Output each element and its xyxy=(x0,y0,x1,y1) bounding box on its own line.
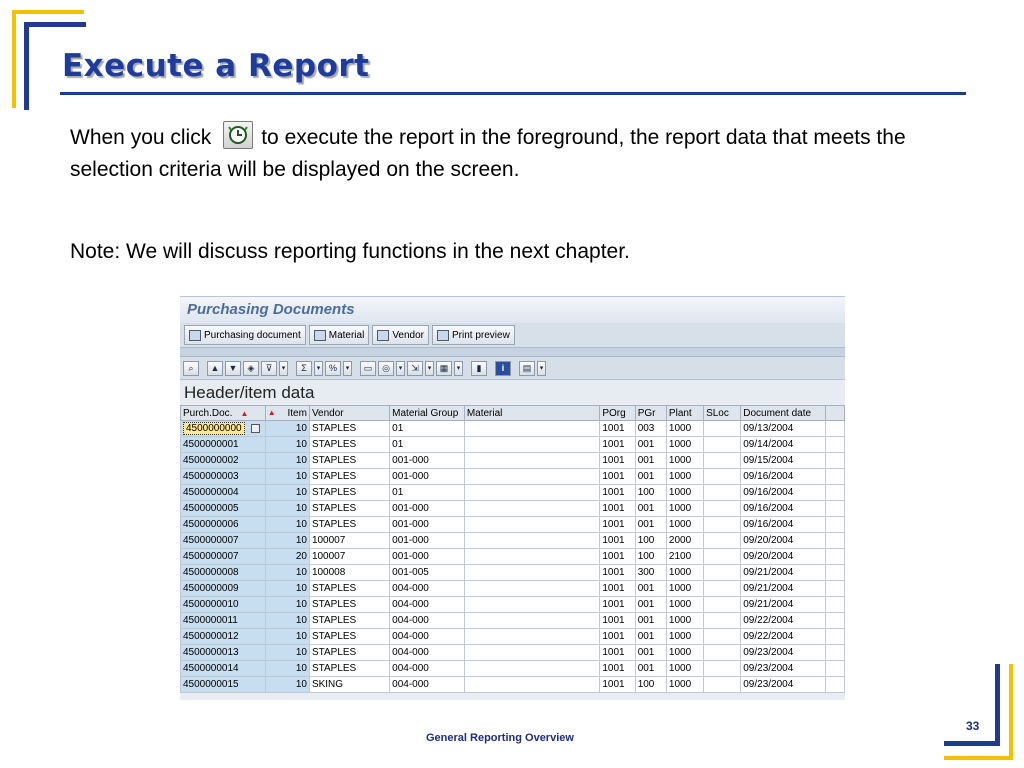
total-dropdown-icon[interactable]: ▾ xyxy=(314,361,323,376)
table-cell[interactable]: 100 xyxy=(635,533,666,549)
table-cell[interactable]: 4500000005 xyxy=(181,501,266,517)
table-row[interactable] xyxy=(181,549,845,565)
table-cell-overflow xyxy=(826,485,845,501)
table-cell[interactable]: 10 xyxy=(265,469,309,485)
table-cell[interactable]: 09/21/2004 xyxy=(741,565,826,581)
table-cell[interactable]: 10 xyxy=(265,677,309,693)
table-header-row xyxy=(181,406,845,421)
table-cell[interactable]: 1000 xyxy=(666,453,703,469)
table-cell[interactable] xyxy=(704,565,741,581)
table-cell[interactable]: 20 xyxy=(265,549,309,565)
table-cell[interactable] xyxy=(704,453,741,469)
table-cell[interactable]: 001-000 xyxy=(390,469,465,485)
table-cell[interactable]: 09/13/2004 xyxy=(741,421,826,437)
table-body xyxy=(181,421,845,693)
table-cell[interactable]: 1000 xyxy=(666,437,703,453)
table-cell[interactable]: 4500000006 xyxy=(181,517,266,533)
table-cell[interactable] xyxy=(704,661,741,677)
table-cell[interactable]: 1000 xyxy=(666,501,703,517)
frame-corner-top-left-yellow-vertical xyxy=(12,10,16,108)
table-cell[interactable]: 4500000014 xyxy=(181,661,266,677)
table-row[interactable] xyxy=(181,501,845,517)
table-cell[interactable]: 1001 xyxy=(600,501,635,517)
details-icon[interactable]: ⌕ xyxy=(183,361,199,376)
table-cell-overflow xyxy=(826,421,845,437)
table-cell[interactable] xyxy=(464,581,600,597)
table-cell[interactable]: 1000 xyxy=(666,581,703,597)
sort-descending-icon[interactable]: ▼ xyxy=(225,361,241,376)
table-cell[interactable]: 004-000 xyxy=(390,629,465,645)
table-cell[interactable]: 300 xyxy=(635,565,666,581)
table-cell[interactable]: 09/22/2004 xyxy=(741,613,826,629)
frame-corner-bottom-right-yellow-vertical xyxy=(1009,664,1013,760)
table-cell[interactable]: 1001 xyxy=(600,437,635,453)
layout-icon[interactable]: ▦ xyxy=(436,361,452,376)
column-header[interactable]: Plant xyxy=(666,406,703,421)
table-row[interactable] xyxy=(181,517,845,533)
table-cell[interactable]: 10 xyxy=(265,597,309,613)
table-cell[interactable] xyxy=(464,437,600,453)
column-header-label: Purch.Doc. xyxy=(183,407,233,419)
table-cell[interactable]: 1001 xyxy=(600,661,635,677)
table-cell[interactable]: STAPLES xyxy=(309,581,389,597)
table-cell[interactable]: 1001 xyxy=(600,549,635,565)
table-row[interactable] xyxy=(181,677,845,693)
table-cell[interactable]: 4500000009 xyxy=(181,581,266,597)
table-cell[interactable] xyxy=(464,677,600,693)
table-cell[interactable]: 001 xyxy=(635,645,666,661)
table-cell[interactable]: 1000 xyxy=(666,565,703,581)
table-cell-overflow xyxy=(826,549,845,565)
table-cell[interactable]: STAPLES xyxy=(309,597,389,613)
total-icon[interactable]: Σ xyxy=(296,361,312,376)
table-cell[interactable] xyxy=(704,533,741,549)
table-row[interactable] xyxy=(181,469,845,485)
table-cell[interactable] xyxy=(704,677,741,693)
table-cell[interactable]: 001-005 xyxy=(390,565,465,581)
table-cell[interactable]: 10 xyxy=(265,613,309,629)
table-cell[interactable]: 09/16/2004 xyxy=(741,469,826,485)
table-cell[interactable]: 10 xyxy=(265,533,309,549)
column-header[interactable] xyxy=(265,406,309,421)
table-cell[interactable] xyxy=(464,629,600,645)
instruction-paragraph xyxy=(70,122,970,186)
table-cell[interactable]: 4500000001 xyxy=(181,437,266,453)
sort-ascending-icon[interactable]: ▲ xyxy=(207,361,223,376)
table-cell[interactable]: 001 xyxy=(635,517,666,533)
table-cell[interactable]: 4500000003 xyxy=(181,469,266,485)
table-row[interactable] xyxy=(181,613,845,629)
subtotal-dropdown-icon[interactable]: ▾ xyxy=(343,361,352,376)
frame-corner-bottom-right-yellow-horizontal xyxy=(944,756,1013,760)
table-cell[interactable]: STAPLES xyxy=(309,629,389,645)
table-cell[interactable]: 4500000011 xyxy=(181,613,266,629)
footer-text: General Reporting Overview xyxy=(426,732,574,744)
table-cell[interactable]: 09/15/2004 xyxy=(741,453,826,469)
table-cell[interactable]: 004-000 xyxy=(390,677,465,693)
table-cell[interactable]: 1001 xyxy=(600,469,635,485)
table-cell-overflow xyxy=(826,597,845,613)
print-preview-button[interactable] xyxy=(432,325,515,345)
table-cell[interactable]: 004-000 xyxy=(390,645,465,661)
table-cell[interactable]: 001 xyxy=(635,661,666,677)
table-cell[interactable]: 09/23/2004 xyxy=(741,661,826,677)
filter-dropdown-icon[interactable]: ▾ xyxy=(279,361,288,376)
table-cell[interactable]: 10 xyxy=(265,661,309,677)
table-cell[interactable]: 1000 xyxy=(666,645,703,661)
application-toolbar xyxy=(180,323,845,348)
table-cell-overflow xyxy=(826,645,845,661)
table-cell[interactable]: 09/22/2004 xyxy=(741,629,826,645)
filter-icon[interactable]: ⊽ xyxy=(261,361,277,376)
table-cell[interactable]: STAPLES xyxy=(309,469,389,485)
table-cell[interactable] xyxy=(704,469,741,485)
table-cell[interactable]: 1000 xyxy=(666,421,703,437)
table-cell[interactable]: 4500000002 xyxy=(181,453,266,469)
table-cell-overflow xyxy=(826,661,845,677)
table-cell[interactable]: 1001 xyxy=(600,597,635,613)
table-cell-overflow xyxy=(826,453,845,469)
table-cell[interactable]: 10 xyxy=(265,485,309,501)
note-paragraph: Note: We will discuss reporting functions in the next chapter. xyxy=(70,240,630,263)
material-icon xyxy=(314,330,326,341)
selected-cell-value[interactable]: 4500000000 xyxy=(183,422,245,435)
table-cell[interactable]: 09/16/2004 xyxy=(741,517,826,533)
table-cell-overflow xyxy=(826,517,845,533)
table-cell[interactable]: SKING xyxy=(309,677,389,693)
table-cell[interactable]: 1000 xyxy=(666,485,703,501)
table-row[interactable] xyxy=(181,533,845,549)
table-row[interactable] xyxy=(181,581,845,597)
table-cell[interactable]: 100008 xyxy=(309,565,389,581)
export-dropdown-icon[interactable]: ▾ xyxy=(425,361,434,376)
abc-dropdown-icon[interactable]: ▾ xyxy=(537,361,546,376)
table-cell[interactable]: 09/21/2004 xyxy=(741,597,826,613)
table-cell[interactable]: 09/20/2004 xyxy=(741,533,826,549)
table-cell-overflow xyxy=(826,469,845,485)
column-header[interactable]: PGr xyxy=(635,406,666,421)
table-cell[interactable]: 001 xyxy=(635,453,666,469)
table-row[interactable] xyxy=(181,437,845,453)
table-cell[interactable]: 100 xyxy=(635,549,666,565)
column-header[interactable] xyxy=(181,406,266,421)
table-cell[interactable]: 09/21/2004 xyxy=(741,581,826,597)
table-cell[interactable]: 4500000007 xyxy=(181,533,266,549)
column-header-overflow xyxy=(826,406,845,421)
table-cell[interactable]: STAPLES xyxy=(309,453,389,469)
table-cell-overflow xyxy=(826,629,845,645)
table-cell[interactable] xyxy=(464,597,600,613)
table-cell[interactable]: 001 xyxy=(635,581,666,597)
table-cell[interactable]: 10 xyxy=(265,421,309,437)
find-icon[interactable]: ◈ xyxy=(243,361,259,376)
table-cell[interactable] xyxy=(464,661,600,677)
table-cell[interactable] xyxy=(464,549,600,565)
table-cell[interactable]: 004-000 xyxy=(390,581,465,597)
page-number: 33 xyxy=(966,719,980,733)
slide-title: Execute a Report xyxy=(62,48,370,84)
table-cell[interactable]: 001 xyxy=(635,597,666,613)
table-cell-overflow xyxy=(826,613,845,629)
frame-corner-top-left-yellow-horizontal xyxy=(12,10,84,14)
table-cell[interactable] xyxy=(464,485,600,501)
table-cell[interactable]: 10 xyxy=(265,629,309,645)
table-cell[interactable]: 09/16/2004 xyxy=(741,501,826,517)
views-icon[interactable]: ◎ xyxy=(378,361,394,376)
table-row[interactable] xyxy=(181,629,845,645)
table-cell[interactable]: 1000 xyxy=(666,597,703,613)
vendor-icon xyxy=(377,330,389,341)
table-cell[interactable]: 1001 xyxy=(600,453,635,469)
table-cell[interactable]: 001 xyxy=(635,613,666,629)
search-icon xyxy=(189,330,201,341)
table-cell[interactable] xyxy=(464,533,600,549)
table-cell[interactable]: 001-000 xyxy=(390,517,465,533)
table-row[interactable] xyxy=(181,453,845,469)
table-cell[interactable] xyxy=(181,421,266,437)
table-cell[interactable]: 2100 xyxy=(666,549,703,565)
table-cell[interactable]: 1001 xyxy=(600,645,635,661)
frame-corner-bottom-right-blue-horizontal xyxy=(944,741,1000,746)
title-underline xyxy=(60,92,966,95)
table-cell[interactable]: 1001 xyxy=(600,629,635,645)
table-cell[interactable]: 4500000012 xyxy=(181,629,266,645)
alv-toolbar xyxy=(180,357,845,380)
table-cell[interactable]: 4500000007 xyxy=(181,549,266,565)
report-subheading: Header/item data xyxy=(180,380,845,405)
table-cell[interactable]: 4500000008 xyxy=(181,565,266,581)
information-icon[interactable]: i xyxy=(495,361,511,376)
table-row[interactable] xyxy=(181,565,845,581)
table-cell[interactable] xyxy=(704,613,741,629)
table-cell[interactable]: 10 xyxy=(265,581,309,597)
table-cell[interactable]: 100007 xyxy=(309,533,389,549)
table-cell[interactable]: 4500000010 xyxy=(181,597,266,613)
table-cell[interactable]: 001 xyxy=(635,437,666,453)
table-cell-overflow xyxy=(826,677,845,693)
table-cell[interactable]: 100 xyxy=(635,677,666,693)
table-cell[interactable]: 01 xyxy=(390,485,465,501)
instruction-text-end: to execute the report in the foreground, the report data that meets the selection criteria will be displayed on the screen. xyxy=(70,126,906,181)
execute-clock-icon xyxy=(223,121,253,149)
table-cell[interactable] xyxy=(464,501,600,517)
table-cell[interactable]: STAPLES xyxy=(309,437,389,453)
vendor-label: Vendor xyxy=(392,329,425,341)
table-cell[interactable] xyxy=(464,421,600,437)
print-preview-icon xyxy=(437,330,449,341)
table-cell[interactable]: 004-000 xyxy=(390,613,465,629)
vendor-button[interactable] xyxy=(372,325,429,345)
print-icon[interactable]: ▭ xyxy=(360,361,376,376)
table-cell[interactable]: 4500000015 xyxy=(181,677,266,693)
table-cell[interactable]: 09/16/2004 xyxy=(741,485,826,501)
table-cell[interactable]: 001 xyxy=(635,629,666,645)
table-cell[interactable] xyxy=(464,565,600,581)
table-cell[interactable]: 1001 xyxy=(600,485,635,501)
table-cell[interactable]: 1001 xyxy=(600,613,635,629)
material-label: Material xyxy=(328,329,365,341)
table-cell-overflow xyxy=(826,437,845,453)
table-cell[interactable]: 10 xyxy=(265,437,309,453)
table-cell[interactable]: 001-000 xyxy=(390,501,465,517)
table-cell[interactable]: 09/23/2004 xyxy=(741,677,826,693)
sap-report-window xyxy=(180,296,845,700)
graphic-icon[interactable]: ▮ xyxy=(471,361,487,376)
table-cell[interactable]: STAPLES xyxy=(309,645,389,661)
table-cell[interactable]: STAPLES xyxy=(309,517,389,533)
table-cell[interactable] xyxy=(704,629,741,645)
value-help-icon[interactable] xyxy=(251,424,260,433)
print-preview-label: Print preview xyxy=(452,329,510,341)
table-cell[interactable]: STAPLES xyxy=(309,661,389,677)
table-row[interactable] xyxy=(181,645,845,661)
report-table xyxy=(180,405,845,693)
instruction-text-start: When you click xyxy=(70,126,212,149)
column-header[interactable]: SLoc xyxy=(704,406,741,421)
table-cell[interactable]: 1000 xyxy=(666,629,703,645)
frame-corner-top-left-blue-horizontal xyxy=(24,22,86,27)
table-row[interactable] xyxy=(181,421,845,437)
purchasing-document-label: Purchasing document xyxy=(204,329,301,341)
table-cell[interactable]: 10 xyxy=(265,565,309,581)
export-icon[interactable]: ⇲ xyxy=(407,361,423,376)
table-cell[interactable]: 1001 xyxy=(600,677,635,693)
table-cell[interactable]: STAPLES xyxy=(309,485,389,501)
frame-corner-top-left-blue-vertical xyxy=(24,22,29,110)
sort-marker-icon: ▲ xyxy=(267,407,276,417)
table-cell[interactable]: 004-000 xyxy=(390,661,465,677)
table-cell[interactable]: 1001 xyxy=(600,517,635,533)
table-cell[interactable]: 09/14/2004 xyxy=(741,437,826,453)
column-header[interactable]: Material xyxy=(464,406,600,421)
table-cell[interactable]: 001-000 xyxy=(390,453,465,469)
table-cell[interactable]: 1001 xyxy=(600,421,635,437)
table-cell[interactable]: STAPLES xyxy=(309,421,389,437)
table-cell[interactable]: 01 xyxy=(390,437,465,453)
table-cell[interactable]: STAPLES xyxy=(309,613,389,629)
table-cell[interactable] xyxy=(704,645,741,661)
table-cell[interactable] xyxy=(704,517,741,533)
table-cell[interactable]: 2000 xyxy=(666,533,703,549)
table-cell[interactable]: 1001 xyxy=(600,533,635,549)
table-cell[interactable] xyxy=(704,501,741,517)
table-cell[interactable] xyxy=(464,517,600,533)
table-cell[interactable] xyxy=(704,485,741,501)
table-cell[interactable]: 001 xyxy=(635,501,666,517)
table-cell[interactable]: 004-000 xyxy=(390,597,465,613)
views-dropdown-icon[interactable]: ▾ xyxy=(396,361,405,376)
table-cell[interactable]: 1000 xyxy=(666,661,703,677)
table-cell[interactable]: 003 xyxy=(635,421,666,437)
table-cell[interactable] xyxy=(704,437,741,453)
table-cell-overflow xyxy=(826,501,845,517)
material-button[interactable] xyxy=(309,325,370,345)
column-header[interactable]: Document date xyxy=(741,406,826,421)
table-cell-overflow xyxy=(826,565,845,581)
table-row[interactable] xyxy=(181,485,845,501)
purchasing-document-button[interactable] xyxy=(184,325,306,345)
table-cell[interactable] xyxy=(464,469,600,485)
column-header[interactable]: POrg xyxy=(600,406,635,421)
table-cell[interactable] xyxy=(704,549,741,565)
sort-marker-icon: ▲ xyxy=(240,408,249,418)
table-cell[interactable]: 1000 xyxy=(666,469,703,485)
table-cell[interactable]: 10 xyxy=(265,453,309,469)
table-cell[interactable]: 1000 xyxy=(666,517,703,533)
table-cell-overflow xyxy=(826,581,845,597)
table-cell[interactable] xyxy=(464,613,600,629)
table-cell[interactable] xyxy=(464,453,600,469)
table-cell[interactable]: STAPLES xyxy=(309,501,389,517)
abc-analysis-icon[interactable]: ▤ xyxy=(519,361,535,376)
table-cell[interactable]: 1000 xyxy=(666,677,703,693)
table-cell[interactable]: 01 xyxy=(390,421,465,437)
table-cell[interactable]: 001-000 xyxy=(390,533,465,549)
window-title: Purchasing Documents xyxy=(180,296,845,323)
column-header[interactable]: Material Group xyxy=(390,406,465,421)
table-cell[interactable]: 10 xyxy=(265,501,309,517)
table-cell[interactable]: 4500000013 xyxy=(181,645,266,661)
subtotal-icon[interactable]: % xyxy=(325,361,341,376)
table-cell[interactable]: 100007 xyxy=(309,549,389,565)
table-cell[interactable]: 001 xyxy=(635,469,666,485)
table-cell[interactable] xyxy=(464,645,600,661)
table-row[interactable] xyxy=(181,597,845,613)
table-cell[interactable]: 001-000 xyxy=(390,549,465,565)
table-cell[interactable] xyxy=(704,581,741,597)
table-cell[interactable]: 09/23/2004 xyxy=(741,645,826,661)
table-cell[interactable]: 10 xyxy=(265,645,309,661)
table-cell[interactable] xyxy=(704,597,741,613)
column-header-label: Item xyxy=(287,407,307,419)
table-cell[interactable]: 100 xyxy=(635,485,666,501)
toolbar-divider xyxy=(180,348,845,357)
table-cell[interactable] xyxy=(704,421,741,437)
table-cell[interactable]: 1001 xyxy=(600,565,635,581)
frame-corner-bottom-right-blue-vertical xyxy=(995,664,1000,746)
column-header[interactable]: Vendor xyxy=(309,406,389,421)
table-cell[interactable]: 10 xyxy=(265,517,309,533)
table-row[interactable] xyxy=(181,661,845,677)
table-cell[interactable]: 4500000004 xyxy=(181,485,266,501)
table-cell[interactable]: 1001 xyxy=(600,581,635,597)
table-cell[interactable]: 1000 xyxy=(666,613,703,629)
layout-dropdown-icon[interactable]: ▾ xyxy=(454,361,463,376)
table-cell-overflow xyxy=(826,533,845,549)
table-cell[interactable]: 09/20/2004 xyxy=(741,549,826,565)
